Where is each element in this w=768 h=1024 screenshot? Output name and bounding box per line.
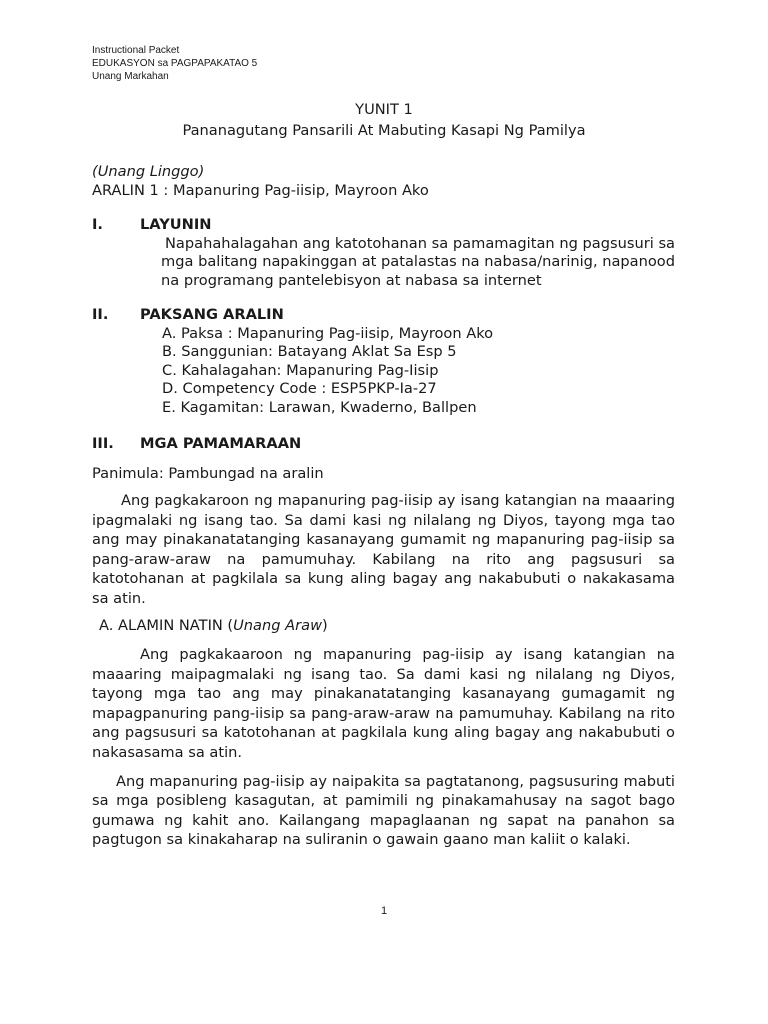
section-title: LAYUNIN (140, 216, 212, 233)
unit-subtitle: Pananagutang Pansarili At Mabuting Kasapi Ng Pamilya (182, 122, 586, 139)
alamin-suffix: ) (322, 616, 328, 634)
section-heading (92, 306, 675, 325)
alamin-prefix: A. ALAMIN NATIN ( (99, 616, 234, 634)
lesson-name: ARALIN 1 : Mapanuring Pag-iisip, Mayroon Ako (92, 181, 429, 199)
section-numeral: I. (92, 216, 103, 233)
section-numeral: II. (92, 306, 109, 323)
section-numeral: III. (92, 435, 114, 452)
section-title: MGA PAMAMARAAN (140, 435, 302, 452)
alamin-paragraph: Ang mapanuring pag-iisip ay naipakita sa pagtatanong, pagsusuring mabuti sa mga posibleng kasagutan, at pamimili ng pinakamahusay na sagot bago gumawa ng kahit ano. Kailangang mapaglaanan ng sapat na panahon sa pagtugon sa kinakaharap na suliranin o gawain gaano man kaliit o kalaki. (92, 772, 675, 849)
header-line-2: EDUKASYON sa PAGPAPAKATAO 5 (92, 58, 258, 69)
section-mga-pamamaraan (92, 435, 675, 850)
title-block (92, 99, 676, 141)
header-line-3: Unang Markahan (92, 71, 169, 82)
section-heading (92, 435, 675, 454)
section-paksang-aralin (92, 306, 675, 417)
list-item: B. Sanggunian: Batayang Aklat Sa Esp 5 (162, 343, 457, 360)
paksang-aralin-list (92, 325, 675, 418)
section-title: PAKSANG ARALIN (140, 306, 284, 323)
intro-paragraph: Ang pagkakaroon ng mapanuring pag-iisip ay isang katangian na maaaring ipagmalaki ng isang tao. Sa dami kasi ng nilalang ng Diyos, tayong mga tao ang may pinakanatatanging kasanayang gumamit ng mapanuring pag-iisip sa pang-araw-araw na pamumuhay. Kabilang na rito ang pagsusuri sa katotohanan at pagkilala sa kung aling bagay ang nakabubuti o nakakasama sa atin. (92, 492, 675, 607)
unit-title: YUNIT 1 (355, 101, 413, 118)
document-body (92, 163, 675, 850)
list-item: E. Kagamitan: Larawan, Kwaderno, Ballpen (162, 398, 477, 416)
alamin-day: Unang Araw (233, 616, 323, 634)
alamin-natin-heading (92, 617, 675, 636)
header-line-1: Instructional Packet (92, 45, 180, 56)
panimula-label: Panimula: Pambungad na aralin (92, 464, 324, 482)
document-header (92, 44, 257, 83)
list-item: A. Paksa : Mapanuring Pag-iisip, Mayroon Ako (162, 324, 494, 342)
layunin-text: Napahahalagahan ang katotohanan sa pamamagitan ng pagsusuri sa mga balitang napakinggan at patalastas na nabasa/narinig, napanood na programang pantelebisyon at nabasa sa internet (161, 234, 675, 289)
section-layunin (92, 216, 675, 290)
page-number: 1 (380, 905, 388, 917)
list-item: D. Competency Code : ESP5PKP-Ia-27 (162, 380, 437, 397)
list-item: C. Kahalagahan: Mapanuring Pag-Iisip (162, 361, 439, 379)
section-heading (92, 216, 675, 235)
alamin-paragraph: Ang pagkakaaroon ng mapanuring pag-iisip ay isang katangian na maaaring maipagmalaki ng isang tao. Sa dami kasi ng nilalang ng Diyos, tayong mga tao ang may pinakanatatanging kasanayang gumagamit ng mapagpanuring pang-iisip sa pang-araw-araw na pamumuhay. Kabilang na rito ang pagsusuri sa katotohanan at pagkilala kung aling bagay ang nakabubuti o nakasasama sa atin. (92, 646, 675, 762)
lesson-week: (Unang Linggo) (92, 163, 205, 180)
